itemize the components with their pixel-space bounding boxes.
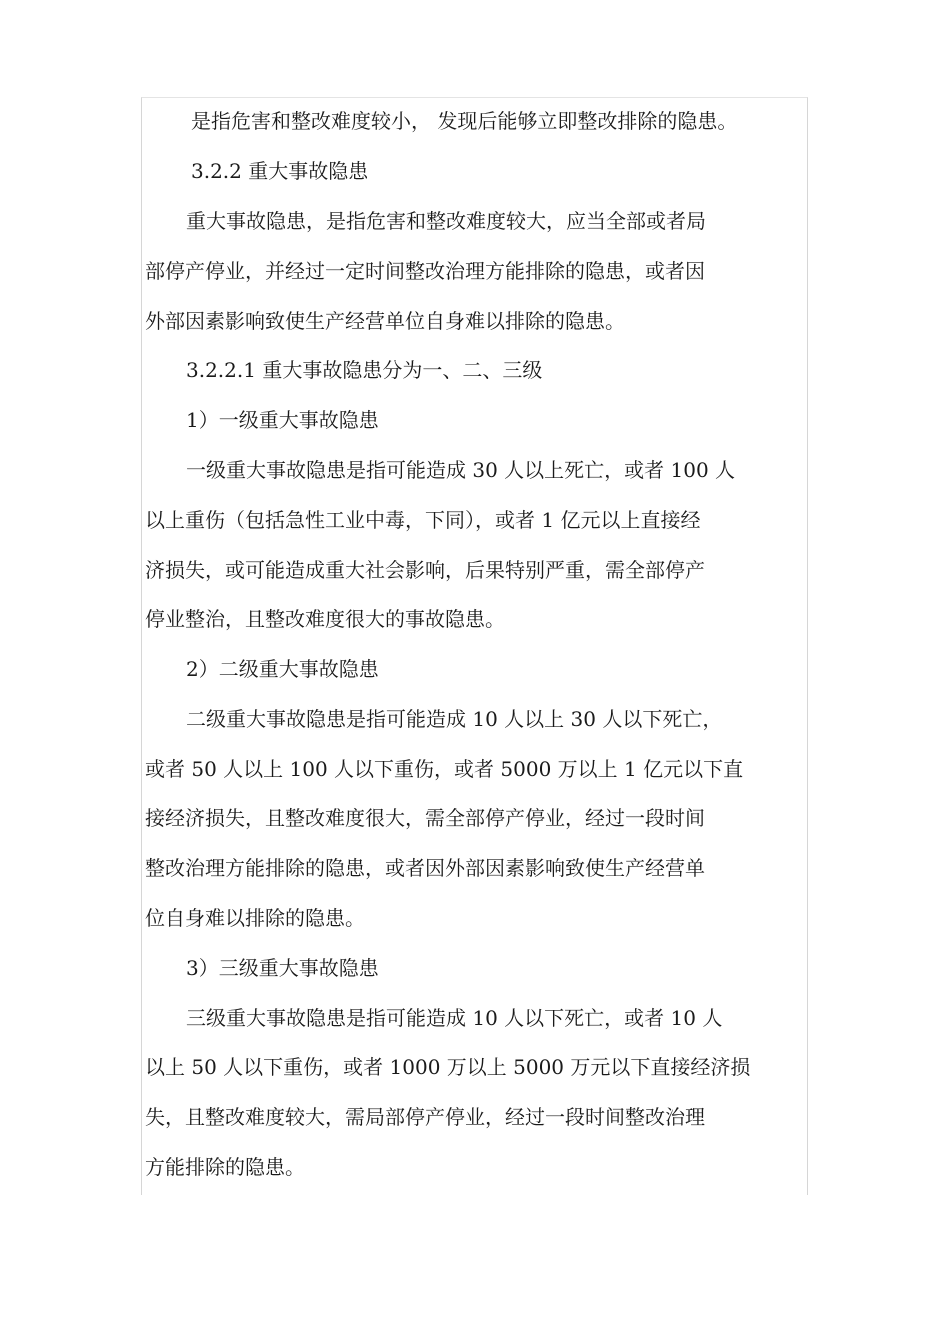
paragraph-line: 外部因素影响致使生产经营单位自身难以排除的隐患。 [145, 309, 625, 333]
paragraph-line: 失，且整改难度较大，需局部停产停业，经过一段时间整改治理 [145, 1105, 705, 1129]
subsection-heading: 1）一级重大事故隐患 [186, 408, 379, 432]
paragraph-line: 整改治理方能排除的隐患，或者因外部因素影响致使生产经营单 [145, 856, 705, 880]
paragraph-line: 是指危害和整改难度较小， 发现后能够立即整改排除的隐患。 [191, 109, 738, 133]
paragraph-line: 位自身难以排除的隐患。 [145, 906, 365, 930]
paragraph-line: 济损失，或可能造成重大社会影响，后果特别严重，需全部停产 [145, 558, 705, 582]
paragraph-line: 部停产停业，并经过一定时间整改治理方能排除的隐患，或者因 [145, 259, 705, 283]
paragraph-line: 重大事故隐患，是指危害和整改难度较大，应当全部或者局 [186, 209, 706, 233]
subsection-heading: 3）三级重大事故隐患 [186, 956, 379, 980]
section-heading: 3.2.2 重大事故隐患 [191, 159, 369, 183]
paragraph-line: 以上 50 人以下重伤，或者 1000 万以上 5000 万元以下直接经济损 [145, 1055, 751, 1079]
paragraph-line: 一级重大事故隐患是指可能造成 30 人以上死亡，或者 100 人 [186, 458, 736, 482]
paragraph-line: 二级重大事故隐患是指可能造成 10 人以上 30 人以下死亡， [186, 707, 723, 731]
paragraph-line: 以上重伤（包括急性工业中毒，下同），或者 1 亿元以上直接经 [145, 508, 701, 532]
paragraph-line: 三级重大事故隐患是指可能造成 10 人以下死亡，或者 10 人 [186, 1006, 723, 1030]
paragraph-line: 方能排除的隐患。 [145, 1155, 305, 1179]
paragraph-line: 停业整治，且整改难度很大的事故隐患。 [145, 607, 505, 631]
section-heading: 3.2.2.1 重大事故隐患分为一、二、三级 [186, 358, 543, 382]
paragraph-line: 或者 50 人以上 100 人以下重伤，或者 5000 万以上 1 亿元以下直 [145, 757, 744, 781]
paragraph-line: 接经济损失，且整改难度很大，需全部停产停业，经过一段时间 [145, 806, 705, 830]
subsection-heading: 2）二级重大事故隐患 [186, 657, 379, 681]
